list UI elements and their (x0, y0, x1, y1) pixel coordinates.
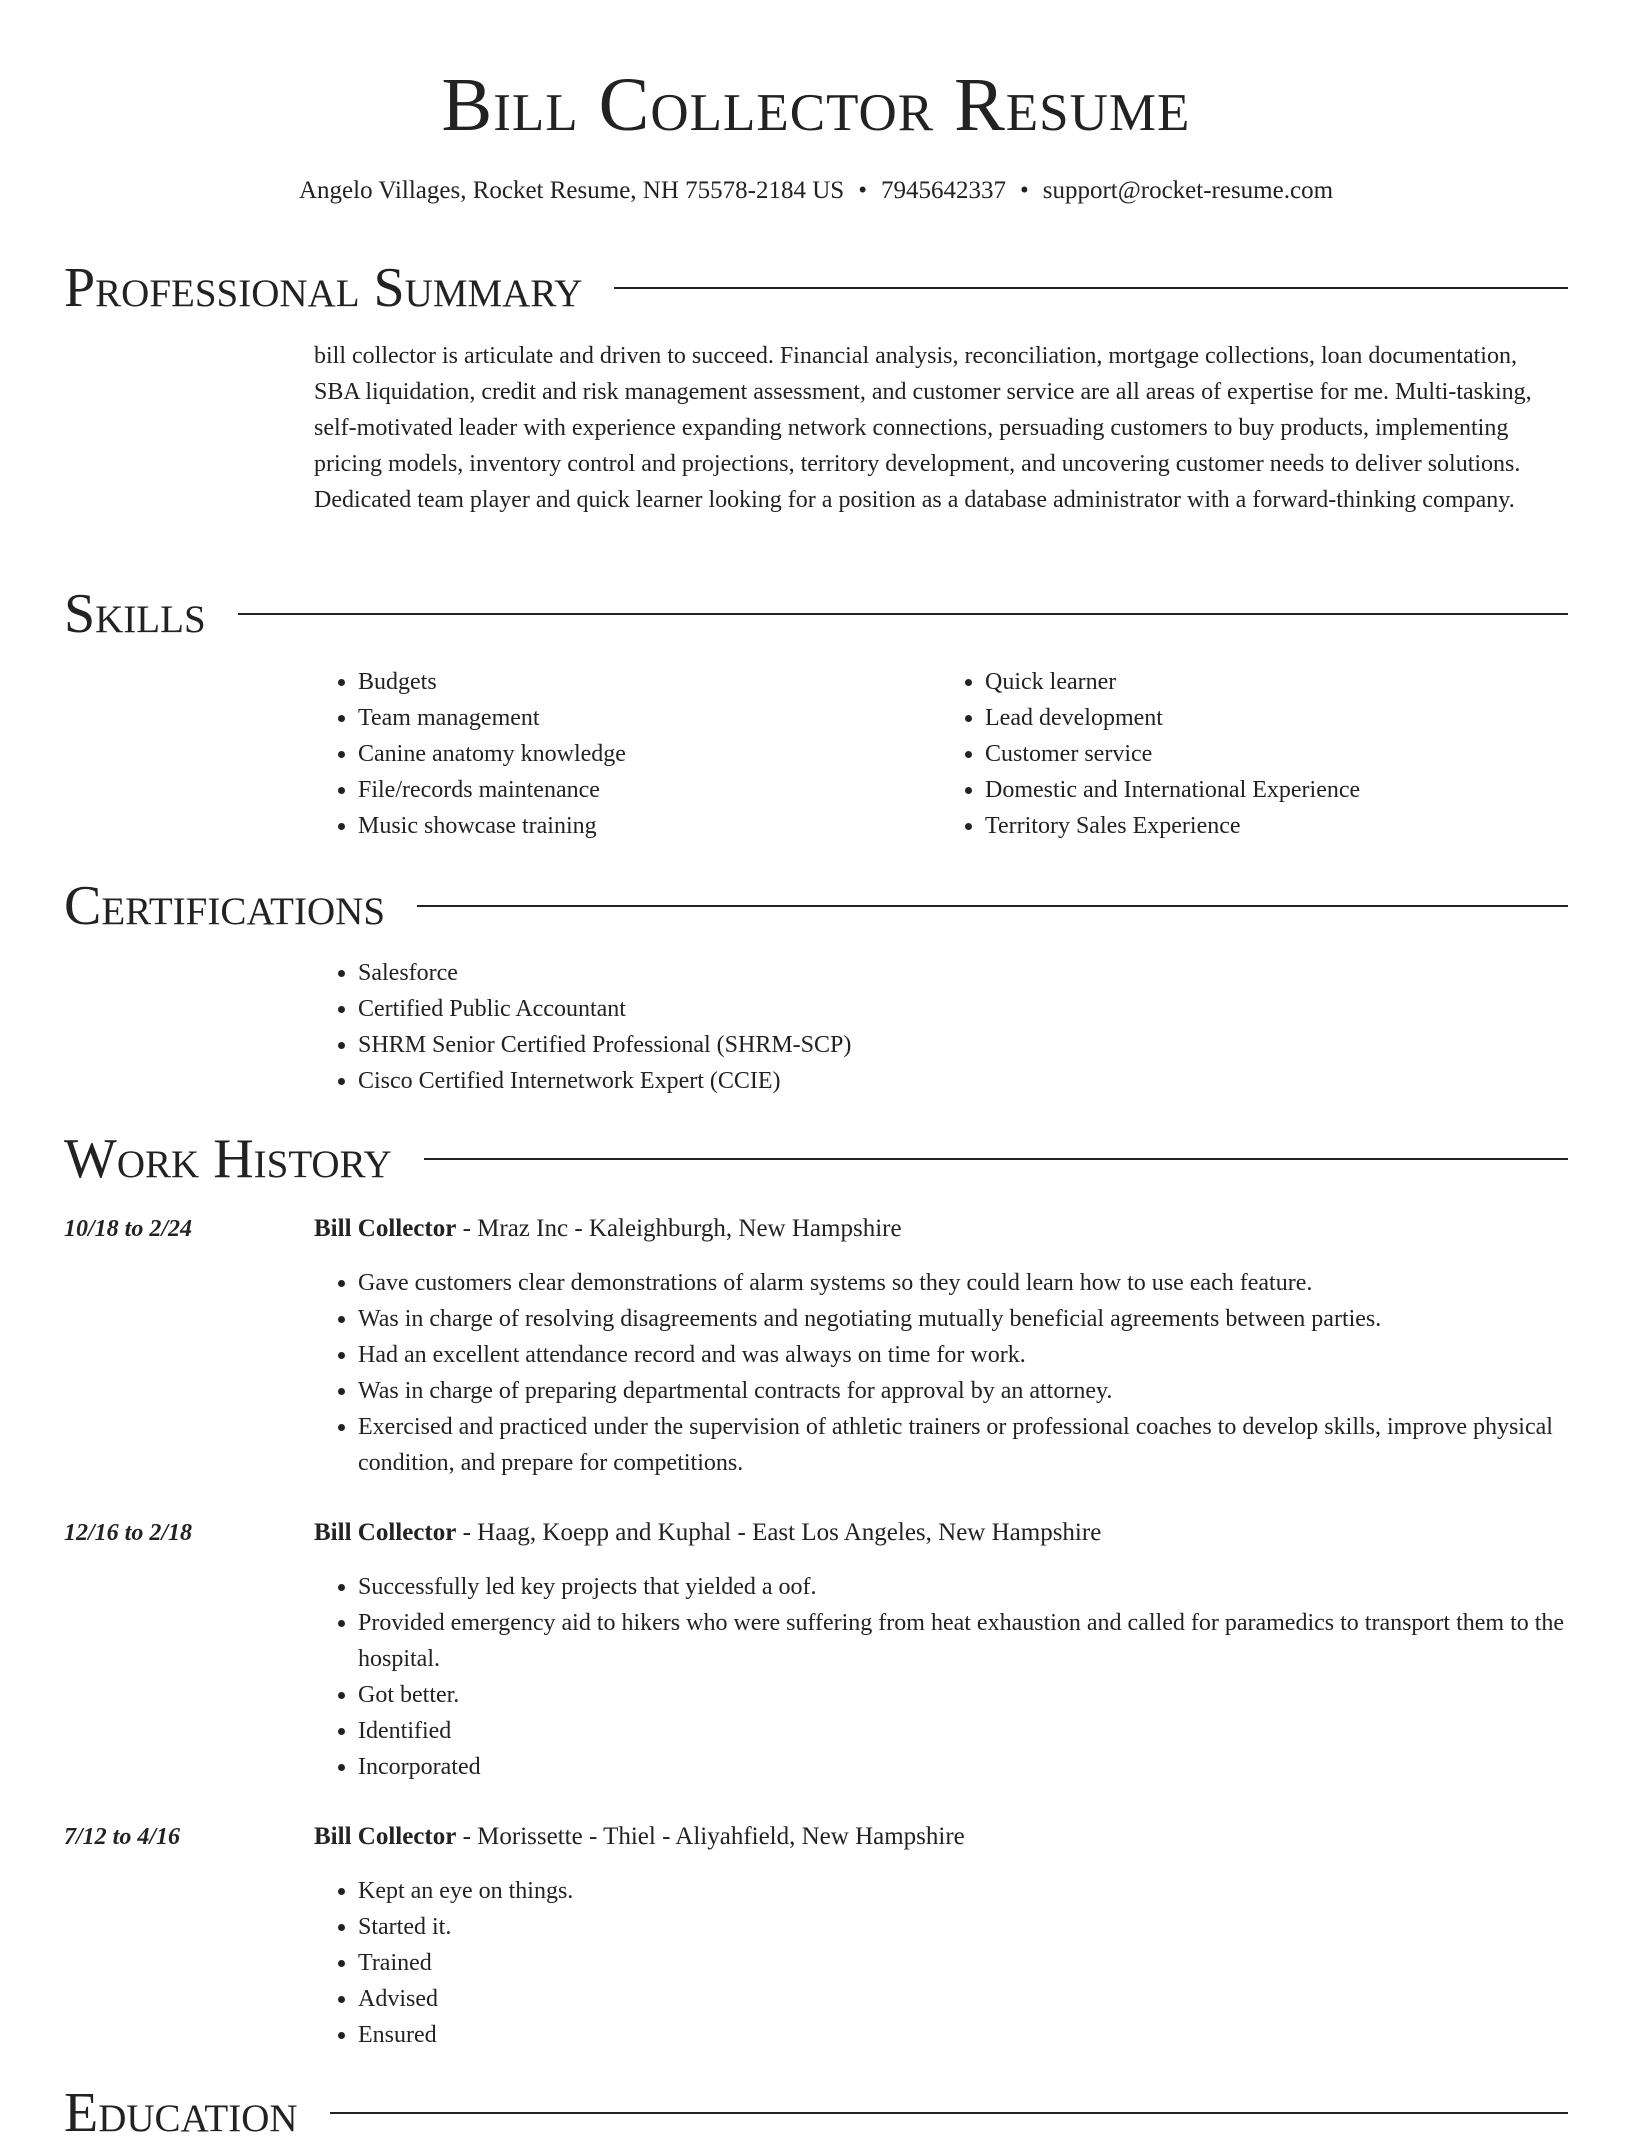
contact-separator: • (858, 177, 867, 204)
job-dates: 12/16 to 2/18 (64, 1520, 193, 1546)
skills-list-left (314, 664, 941, 844)
job-role: Bill Collector (314, 1519, 457, 1546)
skill-item: • Quick learner (985, 664, 1568, 700)
job-dates: 10/18 to 2/24 (64, 1216, 193, 1242)
job-bullet: • Provided emergency aid to hikers who were suffering from heat exhaustion and called for paramedics to transport them to the hospital. (358, 1605, 1568, 1677)
skill-item: • Canine anatomy knowledge (358, 736, 941, 772)
job-employer: - Morissette - Thiel - Aliyahfield, New Hampshire (456, 1823, 965, 1850)
job-bullet: • Successfully led key projects that yielded a oof. (358, 1569, 1568, 1605)
job-bullet: • Trained (358, 1945, 1568, 1981)
job-role: Bill Collector (314, 1823, 457, 1850)
job-bullets (314, 1569, 1568, 1785)
contact-phone: 7945642337 (880, 177, 1006, 204)
section-header-education (64, 2078, 1568, 2148)
section-title-summary: Professional Summary (64, 257, 583, 319)
skill-item: • Music showcase training (358, 808, 941, 844)
job-bullet: • Had an excellent attendance record and was always on time for work. (358, 1337, 1568, 1373)
job-bullet: • Started it. (358, 1909, 1568, 1945)
skill-item: • Lead development (985, 700, 1568, 736)
section-divider (330, 2112, 1568, 2114)
section-title-certifications: Certifications (64, 875, 386, 937)
resume-title: Bill Collector Resume (441, 63, 1191, 147)
section-header-summary (64, 253, 1568, 323)
job-bullet: • Was in charge of preparing departmental contracts for approval by an attorney. (358, 1373, 1568, 1409)
certifications-block (314, 955, 1568, 1099)
job-bullet: • Advised (358, 1981, 1568, 2017)
section-divider (614, 287, 1568, 289)
contact-address: Angelo Villages, Rocket Resume, NH 75578-2184 US (298, 177, 845, 204)
skills-list-right (941, 664, 1568, 844)
section-title-work-history: Work History (64, 1128, 392, 1190)
job-heading (314, 1211, 1568, 1247)
skills-block (314, 664, 1568, 844)
certifications-list (314, 955, 1568, 1099)
section-title-education: Education (64, 2082, 298, 2144)
certification-item: • Certified Public Accountant (358, 991, 1568, 1027)
certification-item: • SHRM Senior Certified Professional (SHRM-SCP) (358, 1027, 1568, 1063)
section-header-certifications (64, 871, 1568, 941)
job-bullet: • Incorporated (358, 1749, 1568, 1785)
job-bullet: • Exercised and practiced under the supervision of athletic trainers or professional coaches to develop skills, improve physical condition, and prepare for competitions. (358, 1409, 1568, 1481)
section-title-skills: Skills (64, 583, 206, 645)
skill-item: • Team management (358, 700, 941, 736)
skill-item: • Territory Sales Experience (985, 808, 1568, 844)
skill-item: • Customer service (985, 736, 1568, 772)
section-divider (238, 613, 1568, 615)
job-bullet: • Kept an eye on things. (358, 1873, 1568, 1909)
certification-item: • Cisco Certified Internetwork Expert (CCIE) (358, 1063, 1568, 1099)
contact-email: support@rocket-resume.com (1042, 177, 1334, 204)
job-employer: - Mraz Inc - Kaleighburgh, New Hampshire (456, 1215, 902, 1242)
certification-item: • Salesforce (358, 955, 1568, 991)
job-bullet: • Gave customers clear demonstrations of alarm systems so they could learn how to use each feature. (358, 1265, 1568, 1301)
job-bullets (314, 1873, 1568, 2053)
job-heading (314, 1819, 1568, 1855)
summary-text: bill collector is articulate and driven to succeed. Financial analysis, reconciliation, mortgage collections, loan documentation, SBA liquidation, credit and risk management assessment, and customer service are all areas of expertise for me. Multi-tasking, self-motivated leader with experience expanding network connections, persuading customers to buy products, implementing pricing models, inventory control and projections, territory development, and uncovering customer needs to deliver solutions. Dedicated team player and quick learner looking for a position as a database administrator with a forward-thinking company. (314, 343, 1532, 513)
summary-block (314, 338, 1568, 518)
section-divider (424, 1158, 1568, 1160)
job-bullet: • Got better. (358, 1677, 1568, 1713)
section-header-skills (64, 579, 1568, 649)
contact-separator: • (1019, 177, 1029, 204)
job-role: Bill Collector (314, 1215, 457, 1242)
job-dates: 7/12 to 4/16 (64, 1824, 181, 1850)
skill-item: • File/records maintenance (358, 772, 941, 808)
contact-line (0, 174, 1632, 208)
job-employer: - Haag, Koepp and Kuphal - East Los Angeles, New Hampshire (456, 1519, 1102, 1546)
job-bullet: • Was in charge of resolving disagreements and negotiating mutually beneficial agreements between parties. (358, 1301, 1568, 1337)
section-header-work-history (64, 1124, 1568, 1194)
job-bullet: • Identified (358, 1713, 1568, 1749)
job-heading (314, 1515, 1568, 1551)
job-bullet: • Ensured (358, 2017, 1568, 2053)
job-bullets (314, 1265, 1568, 1481)
skill-item: • Budgets (358, 664, 941, 700)
skill-item: • Domestic and International Experience (985, 772, 1568, 808)
section-divider (417, 905, 1568, 907)
